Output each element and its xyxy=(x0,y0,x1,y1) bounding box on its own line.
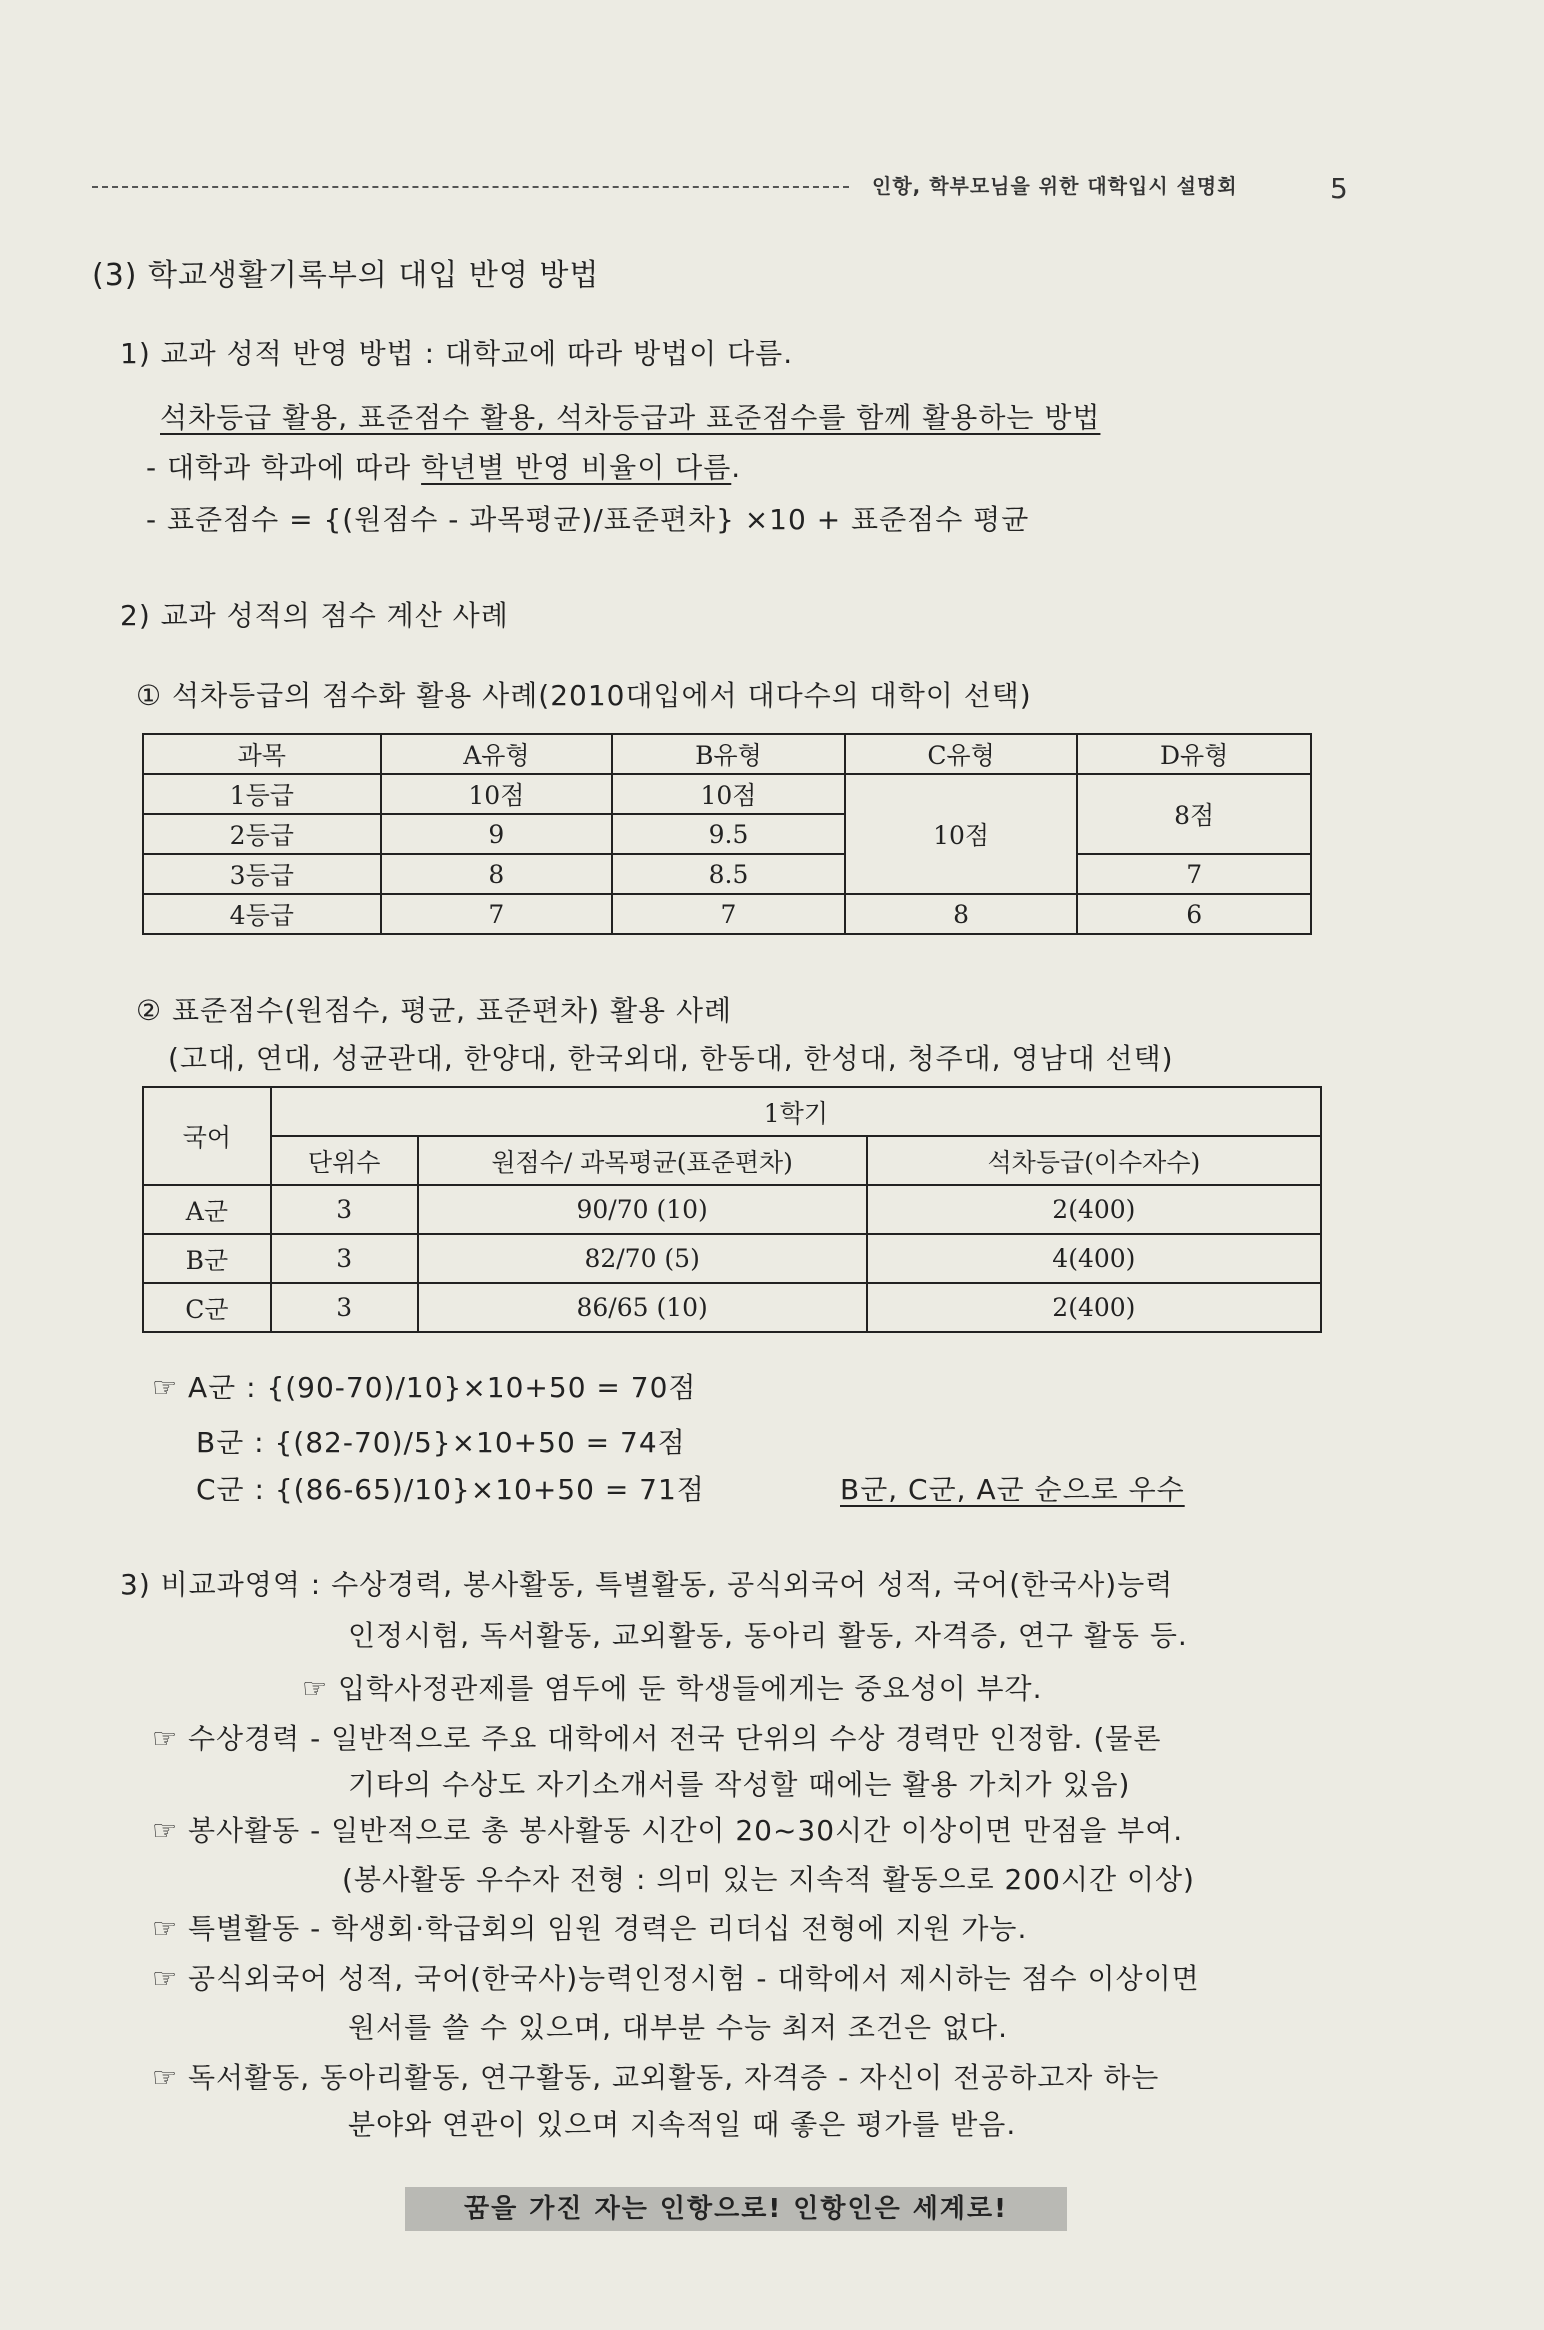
value-cell: 9 xyxy=(381,814,613,854)
calc-conclusion: B군, C군, A군 순으로 우수 xyxy=(840,1473,1185,1506)
group-cell: B군 xyxy=(143,1234,271,1283)
language-line1: ☞ 공식외국어 성적, 국어(한국사)능력인정시험 - 대학에서 제시하는 점수 이상이면 xyxy=(152,1962,1200,1995)
value-cell: 6 xyxy=(1077,894,1311,934)
s1-note-prefix: - 대학과 학과에 따라 xyxy=(146,451,422,484)
volunteer-line2: (봉사활동 우수자 전형 : 의미 있는 지속적 활동으로 200시간 이상) xyxy=(342,1863,1195,1896)
s2-title: 2) 교과 성적의 점수 계산 사례 xyxy=(120,599,509,632)
col-rank: 석차등급(이수자수) xyxy=(867,1136,1321,1185)
calc-group-b: B군 : {(82-70)/5}×10+50 = 74점 xyxy=(196,1426,686,1459)
table-row xyxy=(143,1185,1321,1234)
table-row xyxy=(143,894,1311,934)
value-cell: 10점 xyxy=(612,774,845,814)
subject-cell: 국어 xyxy=(143,1087,271,1185)
col-type-b: B유형 xyxy=(612,734,845,774)
col-units: 단위수 xyxy=(271,1136,418,1185)
s2-case2: ② 표준점수(원점수, 평균, 표준편차) 활용 사례 xyxy=(136,994,733,1027)
table-header-row xyxy=(143,1136,1321,1185)
s2-case2-universities: (고대, 연대, 성균관대, 한양대, 한국외대, 한동대, 한성대, 청주대, 영남대 선택) xyxy=(168,1042,1174,1075)
volunteer-line1: ☞ 봉사활동 - 일반적으로 총 봉사활동 시간이 20~30시간 이상이면 만점을 부여. xyxy=(152,1814,1184,1847)
units-cell: 3 xyxy=(271,1234,418,1283)
value-cell: 8 xyxy=(845,894,1078,934)
table-header-row xyxy=(143,734,1311,774)
table-header-row xyxy=(143,1087,1321,1136)
table-row xyxy=(143,854,1311,894)
s1-note-underlined: 학년별 반영 비율이 다름 xyxy=(421,451,732,484)
award-line1: ☞ 수상경력 - 일반적으로 주요 대학에서 전국 단위의 수상 경력만 인정함. (물론 xyxy=(152,1722,1162,1755)
score-cell: 90/70 (10) xyxy=(418,1185,867,1234)
header-title: 인항, 학부모님을 위한 대학입시 설명회 xyxy=(872,174,1238,198)
score-cell: 82/70 (5) xyxy=(418,1234,867,1283)
reading-line1: ☞ 독서활동, 동아리활동, 연구활동, 교외활동, 자격증 - 자신이 전공하고자 하는 xyxy=(152,2061,1160,2094)
award-line2: 기타의 수상도 자기소개서를 작성할 때에는 활용 가치가 있음) xyxy=(348,1768,1131,1801)
footer-banner: 꿈을 가진 자는 인항으로! 인항인은 세계로! xyxy=(405,2187,1067,2231)
language-line2: 원서를 쓸 수 있으며, 대부분 수능 최저 조건은 없다. xyxy=(348,2011,1008,2044)
page-number: 5 xyxy=(1330,172,1348,205)
s3-emphasis: ☞ 입학사정관제를 염두에 둔 학생들에게는 중요성이 부각. xyxy=(302,1672,1043,1705)
s3-line2: 인정시험, 독서활동, 교외활동, 동아리 활동, 자격증, 연구 활동 등. xyxy=(348,1619,1188,1652)
calc-group-c: C군 : {(86-65)/10}×10+50 = 71점 xyxy=(196,1473,705,1506)
value-cell: 8.5 xyxy=(612,854,845,894)
section-title: (3) 학교생활기록부의 대입 반영 방법 xyxy=(92,258,600,293)
grade-cell: 1등급 xyxy=(143,774,381,814)
value-cell: 7 xyxy=(1077,854,1311,894)
units-cell: 3 xyxy=(271,1185,418,1234)
table-row xyxy=(143,1283,1321,1332)
grade-score-table xyxy=(142,733,1312,935)
s2-case1: ① 석차등급의 점수화 활용 사례(2010대입에서 대다수의 대학이 선택) xyxy=(136,679,1032,712)
rank-cell: 4(400) xyxy=(867,1234,1321,1283)
score-cell: 86/65 (10) xyxy=(418,1283,867,1332)
rank-cell: 2(400) xyxy=(867,1283,1321,1332)
value-cell: 9.5 xyxy=(612,814,845,854)
col-type-c: C유형 xyxy=(845,734,1078,774)
s1-formula: - 표준점수 = {(원점수 - 과목평균)/표준편차} ×10 + 표준점수 평균 xyxy=(146,503,1030,536)
value-cell: 10점 xyxy=(845,774,1078,894)
group-cell: C군 xyxy=(143,1283,271,1332)
s1-note xyxy=(146,446,741,486)
grade-cell: 2등급 xyxy=(143,814,381,854)
value-cell: 8점 xyxy=(1077,774,1311,854)
s1-note-suffix: . xyxy=(731,451,742,484)
s3-line1: 3) 비교과영역 : 수상경력, 봉사활동, 특별활동, 공식외국어 성적, 국어(한국사)능력 xyxy=(120,1568,1174,1601)
rank-cell: 2(400) xyxy=(867,1185,1321,1234)
grade-cell: 4등급 xyxy=(143,894,381,934)
reading-line2: 분야와 연관이 있으며 지속적일 때 좋은 평가를 받음. xyxy=(348,2108,1017,2141)
table-row xyxy=(143,774,1311,814)
s1-title: 1) 교과 성적 반영 방법 : 대학교에 따라 방법이 다름. xyxy=(120,337,794,370)
units-cell: 3 xyxy=(271,1283,418,1332)
value-cell: 7 xyxy=(612,894,845,934)
group-cell: A군 xyxy=(143,1185,271,1234)
value-cell: 7 xyxy=(381,894,613,934)
col-raw-score: 원점수/ 과목평균(표준편차) xyxy=(418,1136,867,1185)
special-activity-line: ☞ 특별활동 - 학생회·학급회의 임원 경력은 리더십 전형에 지원 가능. xyxy=(152,1912,1028,1945)
col-type-a: A유형 xyxy=(381,734,613,774)
semester-cell: 1학기 xyxy=(271,1087,1321,1136)
table-row xyxy=(143,1234,1321,1283)
grade-cell: 3등급 xyxy=(143,854,381,894)
standard-score-table xyxy=(142,1086,1322,1333)
s1-methods: 석차등급 활용, 표준점수 활용, 석차등급과 표준점수를 함께 활용하는 방법 xyxy=(160,401,1101,434)
col-type-d: D유형 xyxy=(1077,734,1311,774)
header-rule xyxy=(92,186,849,188)
col-subject: 과목 xyxy=(143,734,381,774)
value-cell: 8 xyxy=(381,854,613,894)
calc-group-a: ☞ A군 : {(90-70)/10}×10+50 = 70점 xyxy=(152,1371,697,1404)
value-cell: 10점 xyxy=(381,774,613,814)
